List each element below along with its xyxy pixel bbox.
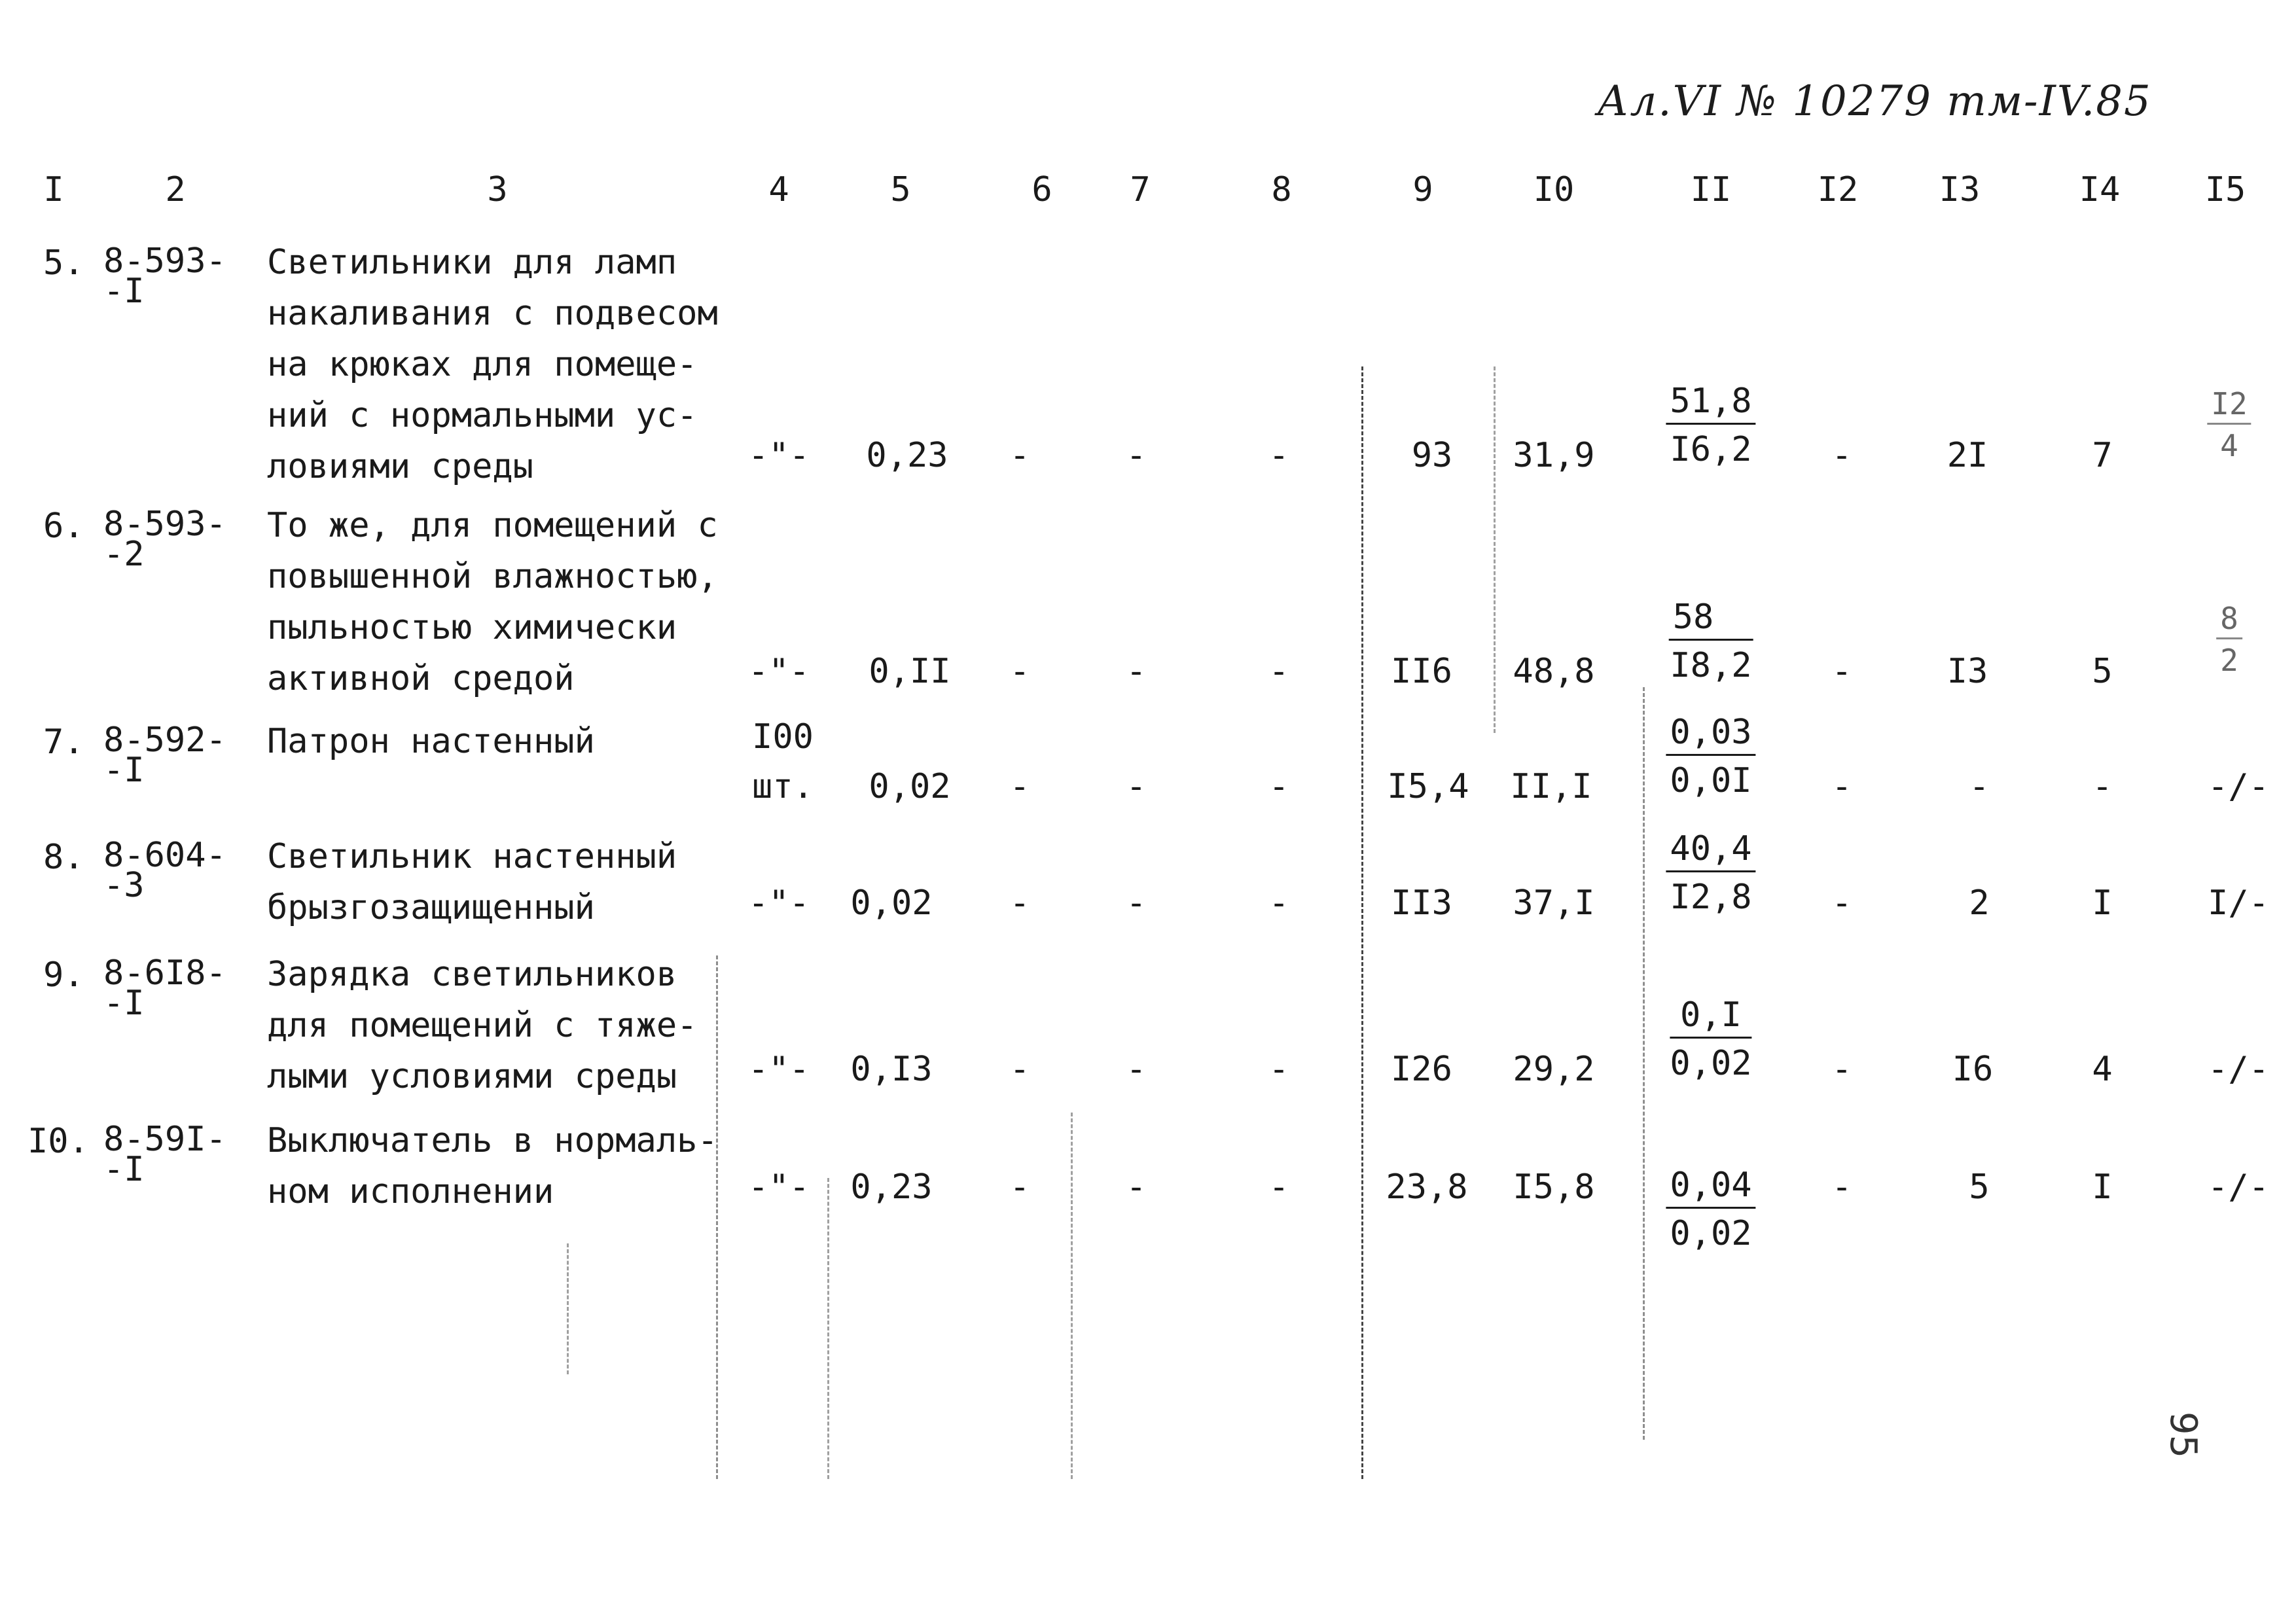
empty-cell: - <box>2092 767 2113 806</box>
empty-cell: - <box>1126 1168 1147 1207</box>
norm-code: 8-6I8- -I <box>103 954 226 1023</box>
column-header-6: 6 <box>1031 170 1052 209</box>
unit-cell: -"- <box>748 883 810 923</box>
work-description: Зарядка светильников для помещений с тяже- лыми условиями среды <box>267 955 698 1096</box>
quantity-cell: 0,II <box>869 652 951 691</box>
empty-cell: - <box>1831 436 1852 475</box>
column-separator <box>716 955 718 1479</box>
quantity-cell: 0,02 <box>850 883 933 923</box>
fraction-cell <box>2207 386 2251 467</box>
fraction-numerator: 58 <box>1669 597 1753 641</box>
empty-cell: - <box>1126 883 1147 923</box>
empty-cell: - <box>1126 436 1147 475</box>
row-number: 7. <box>43 722 84 762</box>
labor-cell: I6 <box>1952 1050 1994 1089</box>
empty-cell: - <box>1009 1168 1030 1207</box>
empty-cell: - <box>1268 1050 1289 1089</box>
unit-cell: шт. <box>752 767 814 806</box>
empty-cell: - <box>1268 652 1289 691</box>
empty-cell: - <box>1831 1050 1852 1089</box>
cost-cell: 29,2 <box>1513 1050 1595 1089</box>
norm-code: 8-593- -2 <box>103 505 226 574</box>
empty-cell: - <box>1126 652 1147 691</box>
empty-cell: - <box>1969 767 1990 806</box>
work-description: Светильник настенный брызгозащищенный <box>267 837 677 927</box>
cost-cell: I26 <box>1391 1050 1452 1089</box>
column-header-15: I5 <box>2204 170 2246 209</box>
norm-code: 8-592- -I <box>103 721 226 790</box>
fraction-denominator: 4 <box>2220 428 2238 463</box>
fraction-numerator: I2 <box>2207 386 2251 425</box>
fraction-numerator: 0,03 <box>1666 712 1755 756</box>
fraction-numerator: 0,I <box>1670 995 1751 1039</box>
fraction-denominator: I2,8 <box>1670 878 1752 917</box>
labor-cell: I3 <box>1946 652 1988 691</box>
empty-cell: - <box>1268 883 1289 923</box>
column-separator <box>827 1178 829 1479</box>
fraction-denominator: I8,2 <box>1670 646 1752 685</box>
labor-cell: 4 <box>2092 1050 2113 1089</box>
fraction-numerator: 8 <box>2216 601 2242 639</box>
column-header-3: 3 <box>487 170 508 209</box>
unit-cell: -"- <box>748 652 810 691</box>
fraction-cell <box>1666 712 1755 806</box>
fraction-numerator: 40,4 <box>1666 829 1755 872</box>
row-number: 5. <box>43 243 84 283</box>
cost-cell: II3 <box>1391 883 1452 923</box>
column-header-4: 4 <box>768 170 789 209</box>
empty-cell: - <box>1009 883 1030 923</box>
norm-code: 8-604- -3 <box>103 836 226 905</box>
fraction-cell <box>1666 829 1755 922</box>
empty-cell: - <box>1831 767 1852 806</box>
unit-cell: -"- <box>748 1168 810 1207</box>
column-separator <box>567 1243 569 1374</box>
empty-cell: - <box>1009 1050 1030 1089</box>
labor-cell: 5 <box>2092 652 2113 691</box>
unit-cell: -"- <box>748 436 810 475</box>
column-header-14: I4 <box>2079 170 2121 209</box>
fraction-cell <box>1669 597 1753 690</box>
fraction-cell <box>2216 601 2242 681</box>
labor-cell: 5 <box>1969 1168 1990 1207</box>
quantity-cell: 0,I3 <box>850 1050 933 1089</box>
column-separator <box>1494 366 1496 733</box>
column-header-8: 8 <box>1271 170 1292 209</box>
norm-code: 8-59I- -I <box>103 1120 226 1189</box>
row-number: I0. <box>27 1122 89 1161</box>
fraction-cell <box>1666 381 1755 474</box>
labor-cell: I <box>2092 1168 2113 1207</box>
fraction-denominator: 0,0I <box>1670 761 1752 800</box>
column-header-1: I <box>43 170 64 209</box>
fraction-cell <box>1670 995 1751 1088</box>
column-header-9: 9 <box>1412 170 1433 209</box>
labor-cell: 7 <box>2092 436 2113 475</box>
cost-cell: 93 <box>1411 436 1453 475</box>
row-number: 6. <box>43 507 84 546</box>
quantity-cell: 0,23 <box>866 436 948 475</box>
fraction-denominator: 2 <box>2220 643 2238 678</box>
column-header-7: 7 <box>1130 170 1151 209</box>
work-description: Выключатель в нормаль- ном исполнении <box>267 1121 718 1211</box>
column-header-11: II <box>1690 170 1732 209</box>
fraction-cell <box>1666 1165 1755 1258</box>
column-header-13: I3 <box>1939 170 1981 209</box>
work-description: То же, для помещений с повышенной влажностью, пыльностью химически активной средой <box>267 506 718 698</box>
cost-cell: II6 <box>1391 652 1452 691</box>
quantity-cell: 0,02 <box>869 767 951 806</box>
cost-cell: 37,I <box>1513 883 1595 923</box>
empty-cell: - <box>1268 1168 1289 1207</box>
column-separator <box>1071 1113 1073 1479</box>
column-header-12: I2 <box>1817 170 1859 209</box>
fraction-denominator: 0,02 <box>1670 1214 1752 1253</box>
column-header-2: 2 <box>165 170 186 209</box>
cost-cell: 31,9 <box>1513 436 1595 475</box>
unit-cell: I00 <box>752 717 814 757</box>
empty-cell: - <box>1268 767 1289 806</box>
empty-cell: - <box>1831 652 1852 691</box>
column-header-10: I0 <box>1533 170 1575 209</box>
row-number: 8. <box>43 838 84 877</box>
empty-cell: - <box>1126 1050 1147 1089</box>
cost-cell: I5,4 <box>1387 767 1469 806</box>
cost-cell: I5,8 <box>1513 1168 1595 1207</box>
labor-cell: I/- <box>2208 883 2269 923</box>
unit-cell: -"- <box>748 1050 810 1089</box>
labor-cell: 2I <box>1946 436 1988 475</box>
column-separator <box>1643 687 1645 1440</box>
norm-code: 8-593- -I <box>103 241 226 311</box>
row-number: 9. <box>43 955 84 995</box>
labor-cell: -/- <box>2208 1050 2269 1089</box>
labor-cell: -/- <box>2208 1168 2269 1207</box>
column-separator <box>1361 366 1363 1479</box>
empty-cell: - <box>1831 1168 1852 1207</box>
fraction-denominator: I6,2 <box>1670 430 1752 469</box>
labor-cell: -/- <box>2208 767 2269 806</box>
labor-cell: 2 <box>1969 883 1990 923</box>
work-description: Светильники для ламп накаливания с подвесом на крюках для помеще- ний с нормальными ус- ловиями среды <box>267 243 718 486</box>
fraction-denominator: 0,02 <box>1670 1044 1752 1083</box>
page-number: 95 <box>2162 1411 2205 1459</box>
cost-cell: 23,8 <box>1386 1168 1468 1207</box>
empty-cell: - <box>1009 436 1030 475</box>
empty-cell: - <box>1126 767 1147 806</box>
empty-cell: - <box>1009 767 1030 806</box>
work-description: Патрон настенный <box>267 722 595 761</box>
labor-cell: I <box>2092 883 2113 923</box>
column-header-5: 5 <box>890 170 911 209</box>
cost-cell: 48,8 <box>1513 652 1595 691</box>
handwritten-reference: Ал.VI № 10279 тм-IV.85 <box>1597 77 2152 126</box>
fraction-numerator: 0,04 <box>1666 1165 1755 1209</box>
fraction-numerator: 51,8 <box>1666 381 1755 425</box>
cost-cell: II,I <box>1510 767 1592 806</box>
quantity-cell: 0,23 <box>850 1168 933 1207</box>
empty-cell: - <box>1268 436 1289 475</box>
empty-cell: - <box>1009 652 1030 691</box>
empty-cell: - <box>1831 883 1852 923</box>
